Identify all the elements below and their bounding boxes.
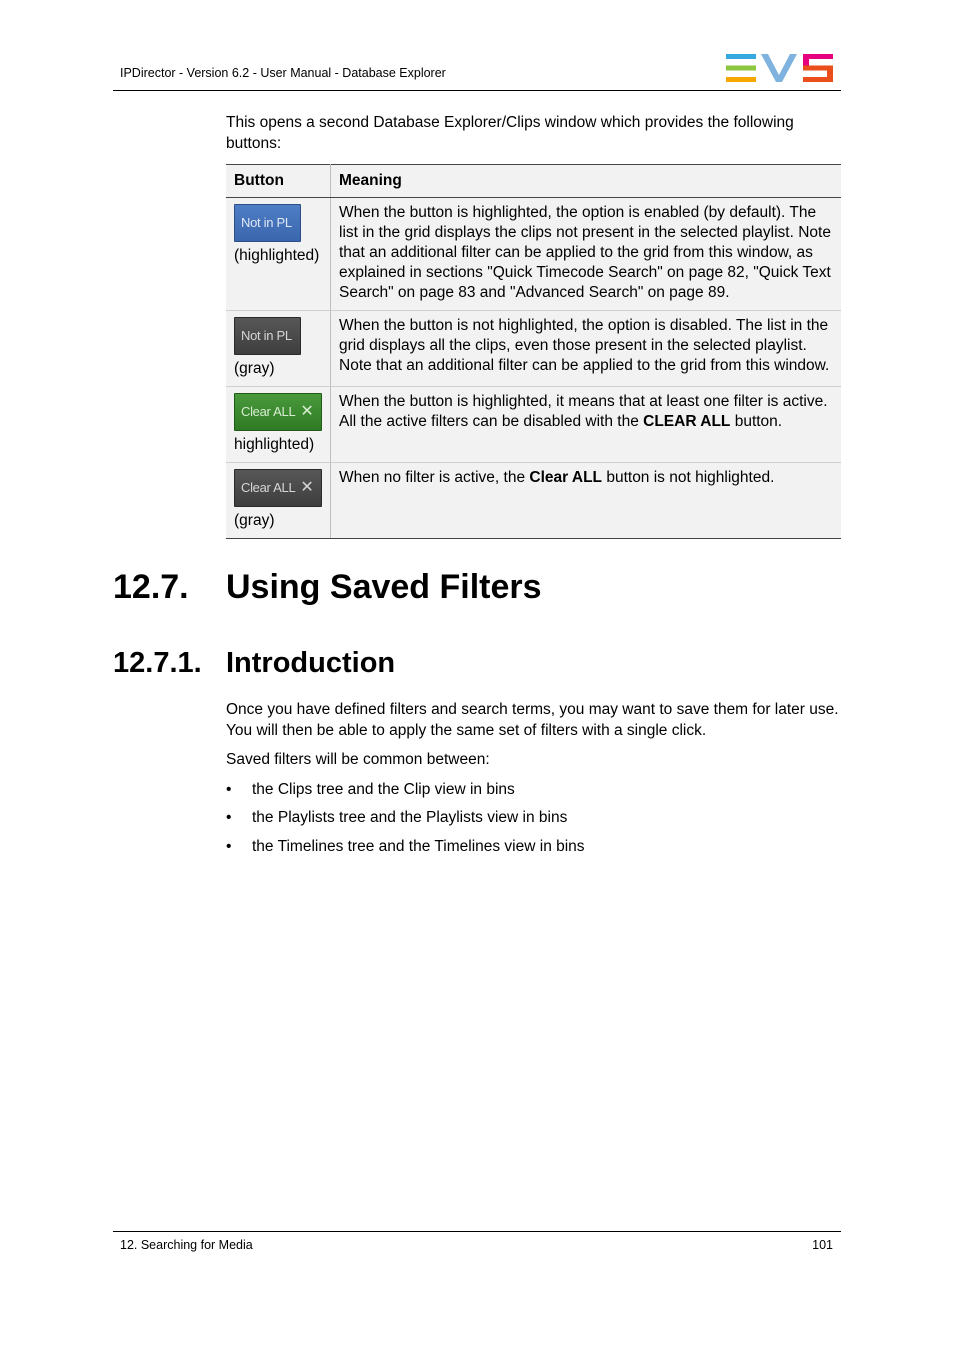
bullet-icon: •	[226, 809, 232, 826]
list-item	[226, 837, 841, 858]
meaning-bold: Clear ALL	[529, 469, 603, 486]
meaning-text: When no filter is active, the	[339, 469, 530, 486]
subsection-title: Introduction	[226, 647, 396, 679]
section-heading	[113, 568, 542, 607]
section-title: Using Saved Filters	[226, 568, 542, 606]
meaning-text: button is not highlighted.	[602, 469, 775, 486]
header-divider	[113, 90, 841, 91]
meaning-cell	[331, 463, 842, 539]
section-number: 12.7.	[113, 568, 189, 606]
button-label: Not in PL	[241, 328, 292, 343]
button-cell	[226, 198, 331, 311]
button-cell	[226, 311, 331, 387]
footer-divider	[113, 1231, 841, 1232]
footer-chapter: 12. Searching for Media	[120, 1238, 253, 1252]
meaning-cell: When the button is highlighted, the option is enabled (by default). The list in the grid displays the clips not present in the selected playlist. Note that an additional filter can be applied to the grid from this window, as explained in sections "Quick Timecode Search" on page 82, "Quick Text Search" on page 83 and "Advanced Search" on page 89.	[331, 198, 842, 311]
list-item-text: the Clips tree and the Clip view in bins	[252, 780, 515, 798]
meaning-bold: CLEAR ALL	[643, 413, 731, 430]
clear-all-button-gray	[234, 469, 322, 507]
table-header-row	[226, 165, 841, 198]
clear-all-button-highlighted	[234, 393, 322, 431]
subsection-number: 12.7.1.	[113, 647, 202, 679]
bullet-list	[226, 780, 841, 858]
list-item	[226, 808, 841, 829]
button-state-label: highlighted)	[234, 436, 315, 453]
table-row	[226, 198, 841, 311]
button-state-label: (gray)	[234, 360, 275, 377]
list-item	[226, 780, 841, 801]
button-label: Not in PL	[241, 215, 292, 230]
button-cell	[226, 387, 331, 463]
list-item-text: the Timelines tree and the Timelines view in bins	[252, 837, 585, 855]
meaning-text: When the button is highlighted, it means that at least one filter is active. All the active filters can be disabled with the	[339, 393, 828, 430]
button-cell	[226, 463, 331, 539]
evs-logo	[726, 54, 834, 82]
close-icon: ✕	[300, 403, 314, 420]
button-state-label: (highlighted)	[234, 247, 320, 264]
meaning-text: button.	[730, 413, 783, 430]
button-label: Clear ALL	[241, 480, 296, 495]
button-state-label: (gray)	[234, 512, 275, 529]
bullet-icon: •	[226, 837, 232, 855]
subsection-heading	[113, 647, 395, 680]
body-content	[226, 700, 841, 865]
close-icon: ✕	[300, 479, 314, 496]
page-number: 101	[812, 1238, 833, 1252]
buttons-table	[226, 164, 841, 539]
meaning-cell: When the button is not highlighted, the option is disabled. The list in the grid displays all the clips, even those present in the selected playlist. Note that an additional filter can be applied to the grid from this window.	[331, 311, 842, 387]
body-paragraph: Once you have defined filters and search terms, you may want to save them for later use. You will then be able to apply the same set of filters with a single click.	[226, 701, 839, 739]
table-row	[226, 463, 841, 539]
button-label: Clear ALL	[241, 404, 296, 419]
meaning-cell	[331, 387, 842, 463]
intro-paragraph: This opens a second Database Explorer/Clips window which provides the following buttons:	[226, 114, 794, 152]
column-header-meaning: Meaning	[331, 165, 842, 198]
list-item-text: the Playlists tree and the Playlists view in bins	[252, 809, 568, 826]
column-header-button: Button	[226, 165, 331, 198]
bullet-icon: •	[226, 780, 232, 798]
not-in-pl-button-gray	[234, 317, 301, 355]
table-row	[226, 311, 841, 387]
header-title: IPDirector - Version 6.2 - User Manual - Database Explorer	[120, 66, 446, 80]
table-row	[226, 387, 841, 463]
body-paragraph: Saved filters will be common between:	[226, 751, 490, 768]
not-in-pl-button-highlighted	[234, 204, 301, 242]
